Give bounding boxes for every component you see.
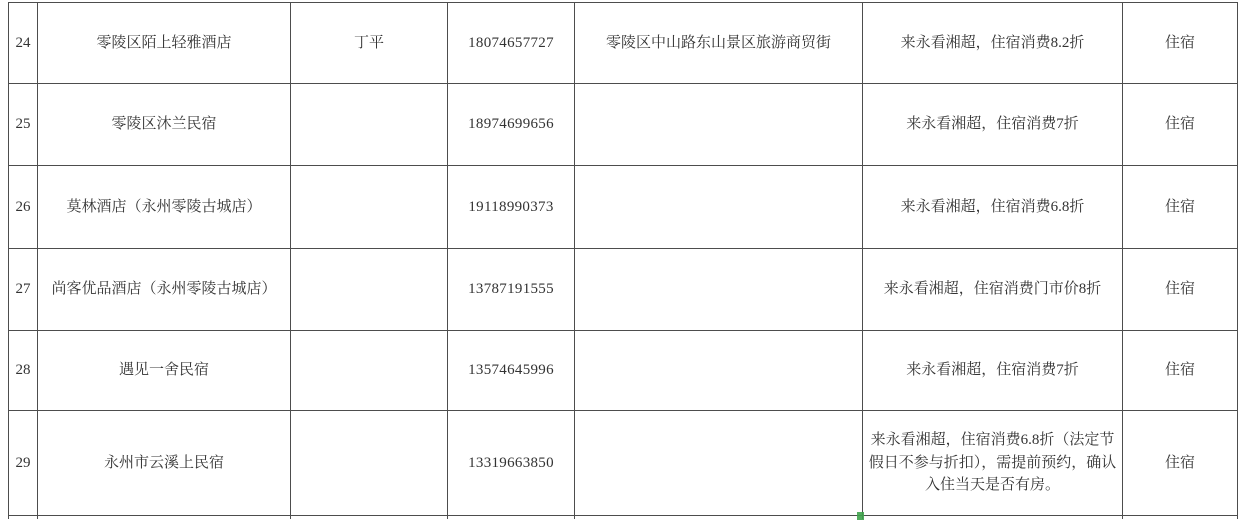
cell-address[interactable] — [575, 166, 863, 249]
cell-category[interactable]: 住宿 — [1123, 166, 1238, 249]
cell-phone[interactable]: 13574645996 — [448, 331, 575, 411]
cell-phone[interactable]: 18974699656 — [448, 84, 575, 166]
cell-address[interactable] — [575, 411, 863, 516]
table-row-25 — [9, 84, 1238, 166]
table-row-27 — [9, 249, 1238, 331]
cell-merchant-name[interactable]: 莫林酒店（永州零陵古城店） — [38, 166, 291, 249]
cell-address[interactable] — [575, 331, 863, 411]
cell-category[interactable]: 住宿 — [1123, 331, 1238, 411]
cell-empty[interactable] — [575, 516, 863, 520]
cell-phone[interactable]: 13319663850 — [448, 411, 575, 516]
cell-contact[interactable] — [291, 84, 448, 166]
cell-empty[interactable] — [448, 516, 575, 520]
cell-offer[interactable]: 来永看湘超，住宿消费6.8折（法定节假日不参与折扣），需提前预约，确认入住当天是否有房。 — [863, 411, 1123, 516]
cell-selection-mark — [857, 512, 864, 520]
table-row-next-partial — [9, 516, 1238, 520]
cell-contact[interactable] — [291, 411, 448, 516]
cell-row-number[interactable]: 29 — [9, 411, 38, 516]
cell-empty[interactable] — [291, 516, 448, 520]
cell-offer[interactable]: 来永看湘超，住宿消费门市价8折 — [863, 249, 1123, 331]
cell-row-number[interactable]: 27 — [9, 249, 38, 331]
cell-merchant-name[interactable]: 尚客优品酒店（永州零陵古城店） — [38, 249, 291, 331]
cell-category[interactable]: 住宿 — [1123, 249, 1238, 331]
cell-offer[interactable]: 来永看湘超，住宿消费7折 — [863, 84, 1123, 166]
cell-merchant-name[interactable]: 零陵区沐兰民宿 — [38, 84, 291, 166]
cell-row-number[interactable]: 24 — [9, 3, 38, 84]
cell-empty[interactable] — [863, 516, 1123, 520]
cell-row-number[interactable]: 26 — [9, 166, 38, 249]
cell-empty[interactable] — [1123, 516, 1238, 520]
cell-empty[interactable] — [9, 516, 38, 520]
cell-contact[interactable] — [291, 331, 448, 411]
cell-empty[interactable] — [38, 516, 291, 520]
cell-offer[interactable]: 来永看湘超，住宿消费6.8折 — [863, 166, 1123, 249]
table-row-29 — [9, 411, 1238, 516]
cell-row-number[interactable]: 28 — [9, 331, 38, 411]
cell-category[interactable]: 住宿 — [1123, 84, 1238, 166]
cell-address[interactable] — [575, 84, 863, 166]
cell-row-number[interactable]: 25 — [9, 84, 38, 166]
cell-category[interactable]: 住宿 — [1123, 411, 1238, 516]
cell-phone[interactable]: 18074657727 — [448, 3, 575, 84]
cell-address[interactable]: 零陵区中山路东山景区旅游商贸街 — [575, 3, 863, 84]
merchant-discount-table — [8, 2, 1238, 519]
table-row-28 — [9, 331, 1238, 411]
cell-merchant-name[interactable]: 遇见一舍民宿 — [38, 331, 291, 411]
cell-phone[interactable]: 13787191555 — [448, 249, 575, 331]
cell-contact[interactable]: 丁平 — [291, 3, 448, 84]
cell-category[interactable]: 住宿 — [1123, 3, 1238, 84]
cell-contact[interactable] — [291, 166, 448, 249]
cell-contact[interactable] — [291, 249, 448, 331]
cell-merchant-name[interactable]: 永州市云溪上民宿 — [38, 411, 291, 516]
cell-offer[interactable]: 来永看湘超，住宿消费7折 — [863, 331, 1123, 411]
cell-phone[interactable]: 19118990373 — [448, 166, 575, 249]
cell-address[interactable] — [575, 249, 863, 331]
cell-merchant-name[interactable]: 零陵区陌上轻雅酒店 — [38, 3, 291, 84]
table-row-24 — [9, 3, 1238, 84]
table-row-26 — [9, 166, 1238, 249]
cell-offer[interactable]: 来永看湘超，住宿消费8.2折 — [863, 3, 1123, 84]
